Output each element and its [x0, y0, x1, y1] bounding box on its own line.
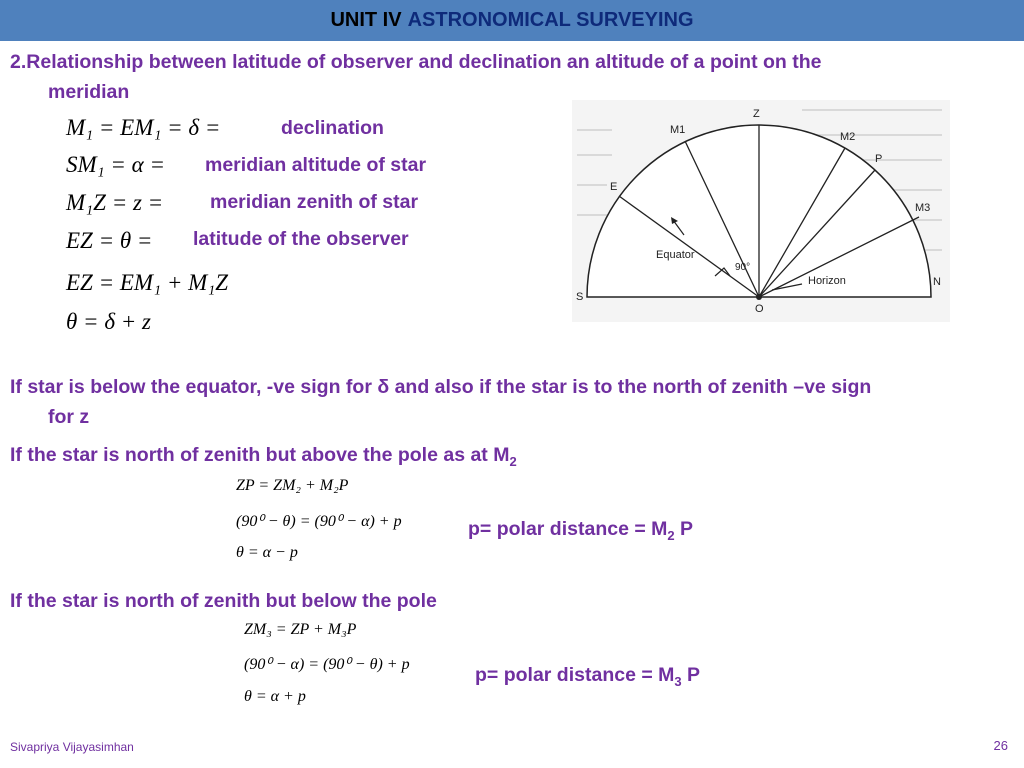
- case-below-pole-heading: [10, 586, 1010, 616]
- title-bar: [0, 0, 1024, 41]
- case2-polar-text: p= polar distance = M: [475, 664, 675, 686]
- sign-note-line1: If star is below the equator, -ve sign for δ and also if the star is to the north of zenith –ve sign: [10, 376, 872, 398]
- case-above-pole-text: If the star is north of zenith but above the pole as at M: [10, 444, 510, 466]
- case1-equation-2: (90⁰ − θ) = (90⁰ − α) + p: [236, 513, 402, 530]
- case1-equation-1: ZP = ZM₂ + M₂P: [236, 477, 349, 494]
- label-m3: M3: [915, 202, 931, 214]
- case2-equation-1: ZM₃ = ZP + M₃P: [244, 621, 357, 638]
- equation-1-label: declination: [281, 117, 384, 139]
- equation-2: SM₁ = α =: [66, 152, 166, 177]
- unit-label: UNIT IV: [330, 9, 402, 31]
- case2-equation-3: θ = α + p: [244, 688, 306, 705]
- label-m2: M2: [840, 131, 856, 143]
- heading-line2: meridian: [48, 81, 130, 103]
- equation-4-label: latitude of the observer: [193, 228, 409, 250]
- page-number: 26: [993, 738, 1008, 753]
- case-below-pole-text: If the star is north of zenith but below the pole: [10, 590, 437, 612]
- label-equator: Equator: [656, 249, 695, 261]
- label-p: P: [875, 153, 883, 165]
- sign-note-line2: for z: [48, 406, 90, 428]
- case-above-pole-subscript: 2: [509, 453, 517, 469]
- topic-title: ASTRONOMICAL SURVEYING: [407, 9, 694, 31]
- label-angle: 90°: [735, 262, 751, 273]
- label-o: O: [755, 303, 764, 315]
- equation-3-label: meridian zenith of star: [210, 191, 419, 213]
- case2-polar-sub: 3: [674, 673, 682, 689]
- case2-polar-distance: [475, 664, 700, 689]
- case2-equation-2: (90⁰ − α) = (90⁰ − θ) + p: [244, 656, 410, 673]
- heading-line1: 2.Relationship between latitude of observer and declination an altitude of a point on the: [10, 51, 822, 73]
- observer-point: [756, 294, 762, 300]
- equation-5: EZ = EM₁ + M₁Z: [66, 270, 229, 295]
- case1-polar-distance: [468, 518, 693, 543]
- author-footer: Sivapriya Vijayasimhan: [10, 740, 134, 754]
- label-e: E: [610, 181, 618, 193]
- label-m1: M1: [670, 124, 686, 136]
- celestial-diagram: [572, 100, 950, 322]
- equation-2-label: meridian altitude of star: [205, 154, 427, 176]
- case1-equation-3: θ = α − p: [236, 544, 298, 561]
- section-heading: [10, 47, 1000, 107]
- equation-3: M₁Z = z =: [66, 190, 164, 215]
- sign-convention-note: [10, 372, 1010, 432]
- label-horizon: Horizon: [808, 275, 846, 287]
- equation-6: θ = δ + z: [66, 309, 151, 334]
- case1-polar-end: P: [674, 518, 694, 540]
- label-n: N: [933, 276, 941, 288]
- case-above-pole-heading: [10, 440, 1010, 477]
- label-s: S: [576, 291, 584, 303]
- label-z: Z: [753, 108, 760, 120]
- equation-4: EZ = θ =: [66, 228, 153, 253]
- case1-polar-sub: 2: [667, 527, 675, 543]
- case2-polar-end: P: [681, 664, 701, 686]
- equation-1: M₁ = EM₁ = δ =: [66, 115, 221, 140]
- case1-polar-text: p= polar distance = M: [468, 518, 668, 540]
